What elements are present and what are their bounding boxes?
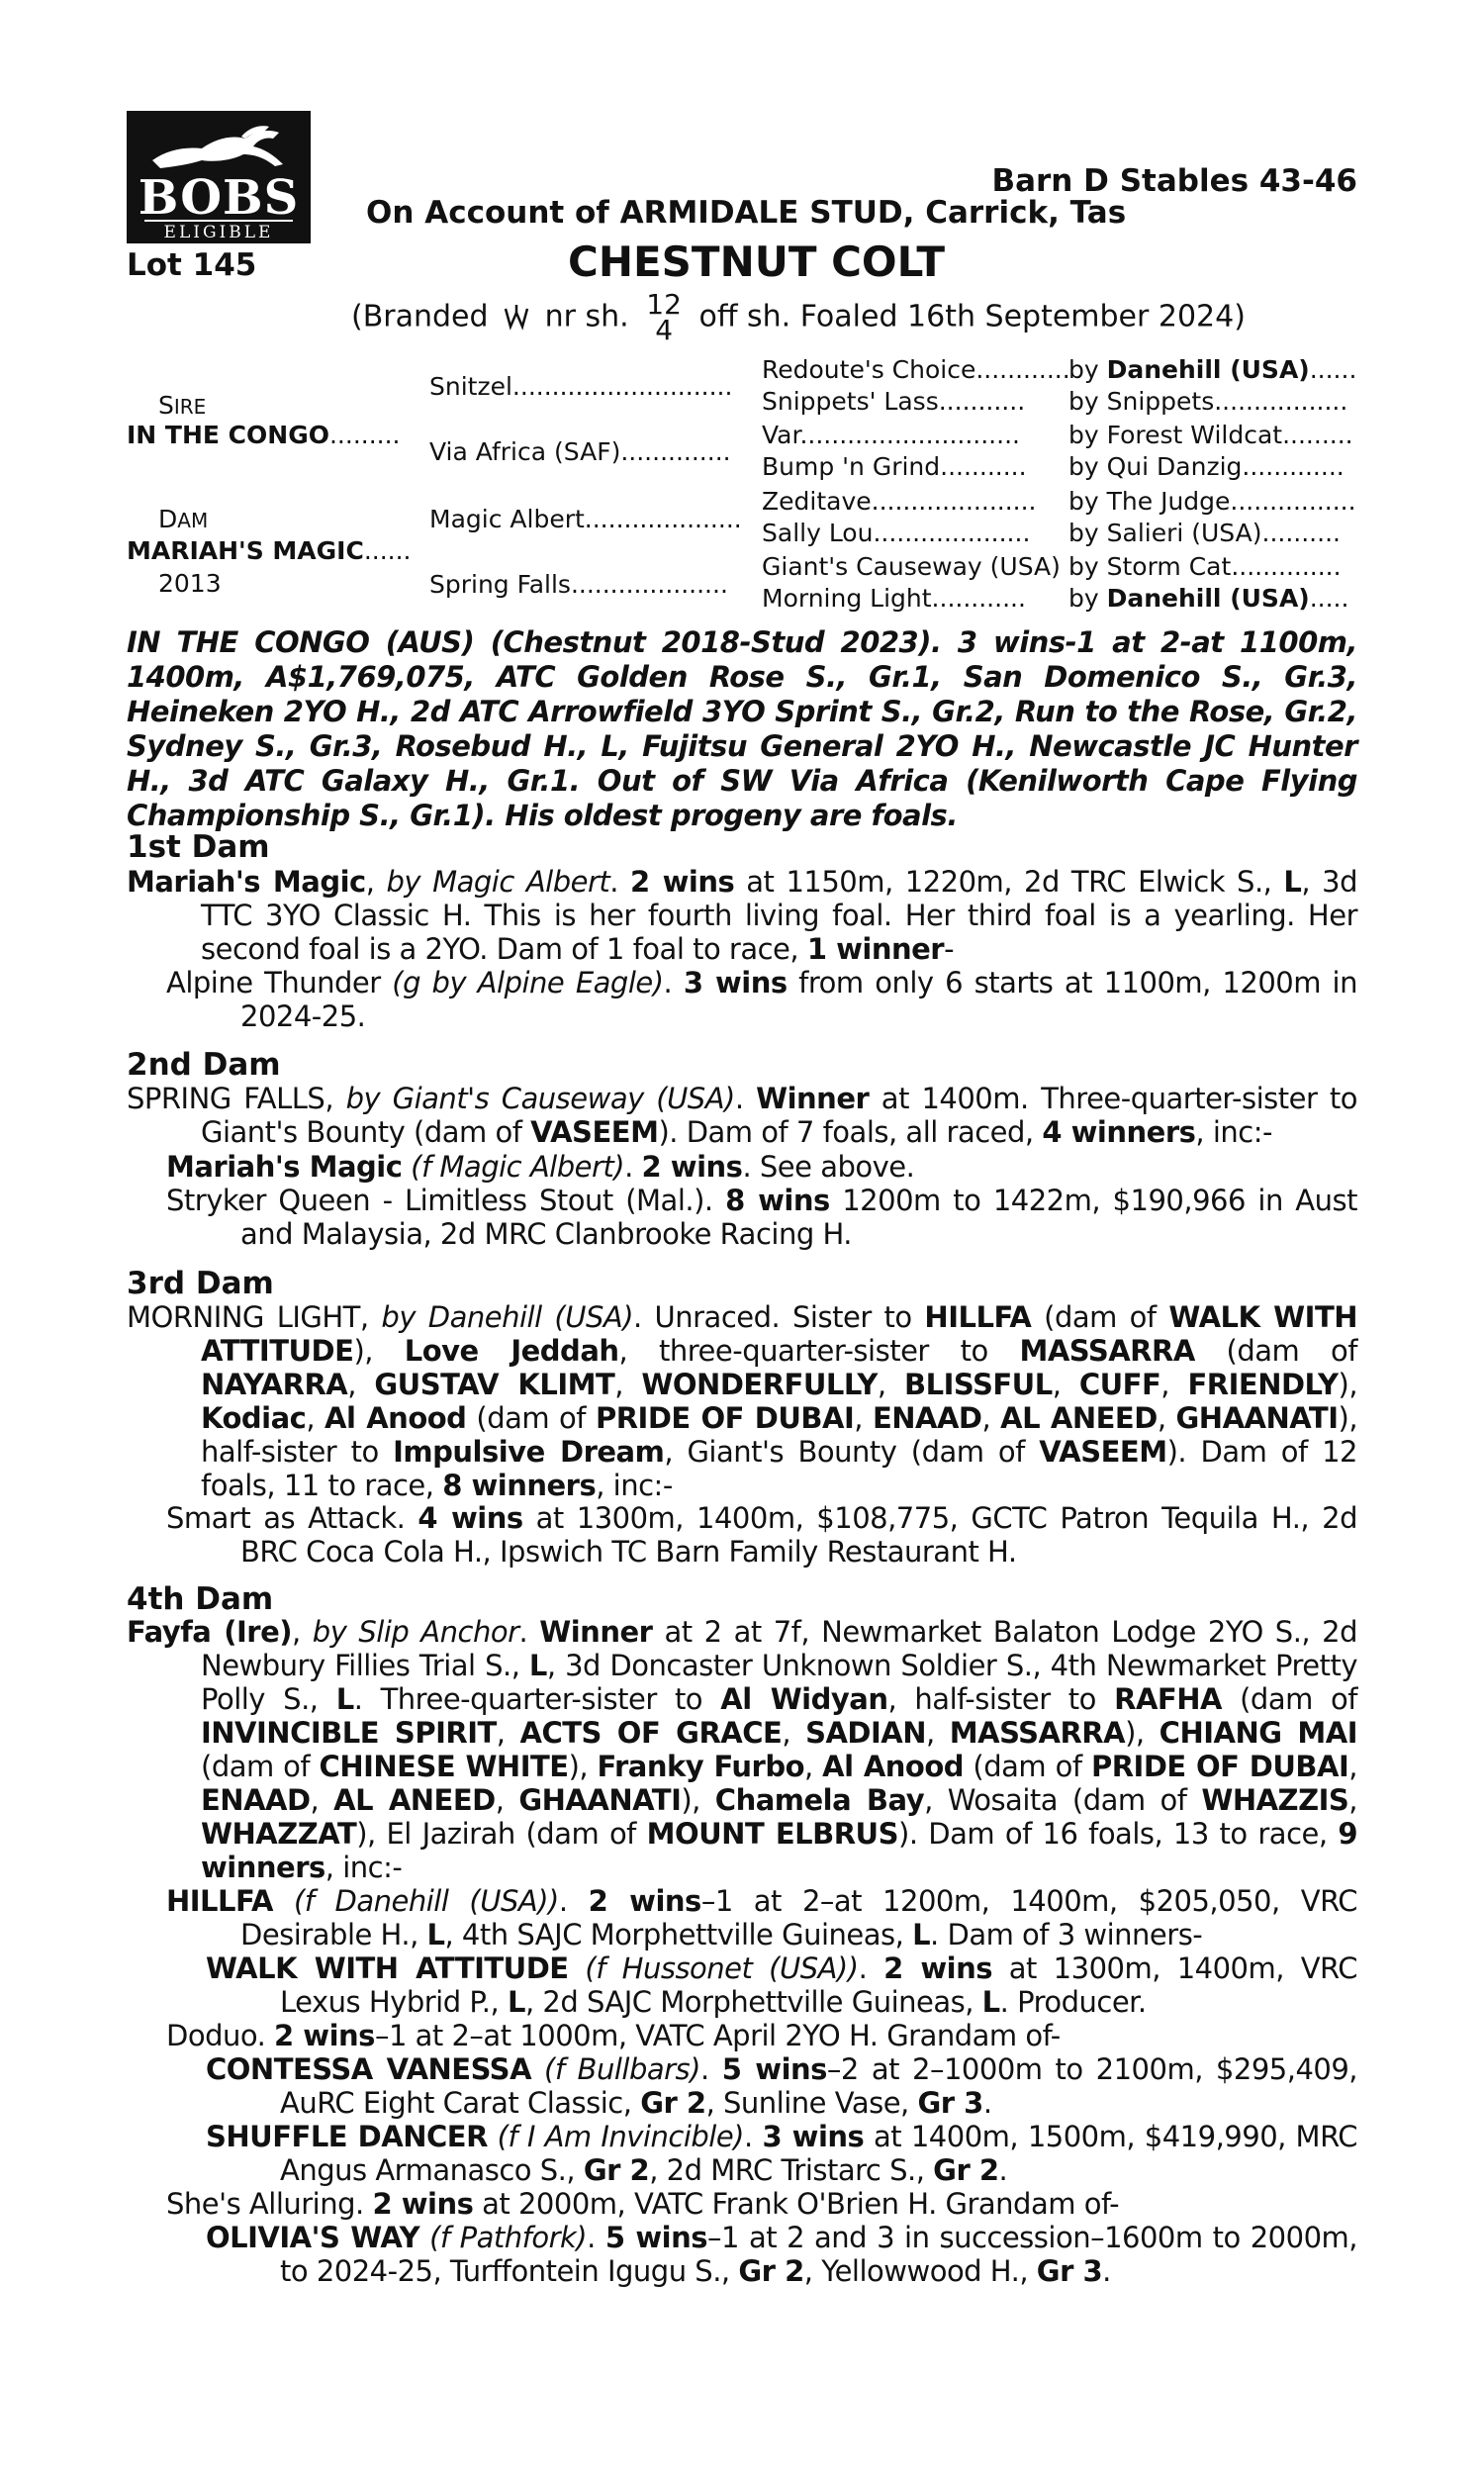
pedigree-g3-dam-0: Redoute's Choice............: [762, 355, 1070, 384]
brand-near-side: nr sh.: [544, 299, 629, 334]
grandsire-1: Snitzel............................: [429, 372, 733, 401]
section-heading: 4th Dam: [127, 1581, 274, 1617]
brand-prefix: (Branded: [351, 299, 489, 334]
section-heading: 1st Dam: [127, 829, 270, 865]
brand-numerator: 12: [646, 288, 682, 321]
pedigree-g3-sire-3: by Qui Danzig.............: [1068, 452, 1345, 481]
granddam-2: Spring Falls....................: [429, 570, 728, 599]
logo-text: BOBS: [138, 170, 300, 226]
lot-number: Lot 145: [127, 247, 257, 283]
granddam-1: Via Africa (SAF)..............: [429, 437, 731, 466]
logo-subtext: ELIGIBLE: [144, 220, 293, 242]
dam-entry: SPRING FALLS, by Giant's Causeway (USA). Winner at 1400m. Three-quarter-sister to Giant's Bounty (dam of VASEEM). Dam of 7 foals, all raced, 4 winners, inc:-: [127, 1082, 1357, 1149]
progeny-entry: OLIVIA'S WAY (f Pathfork). 5 wins–1 at 2 and 3 in succession–1600m to 2000m, to 2024-25, Turffontein Igugu S., Gr 2, Yellowwood H., Gr 3.: [206, 2221, 1357, 2288]
pedigree-g3-dam-4: Zeditave.....................: [762, 487, 1037, 516]
progeny-entry: WALK WITH ATTITUDE (f Hussonet (USA)). 2 wins at 1300m, 1400m, VRC Lexus Hybrid P., L, 2d SAJC Morphettville Guineas, L. Producer.: [206, 1951, 1358, 2019]
pedigree-g3-dam-1: Snippets' Lass...........: [762, 387, 1026, 416]
brand-denominator: 4: [655, 314, 674, 346]
dam-entry: Fayfa (Ire), by Slip Anchor. Winner at 2 at 7f, Newmarket Balaton Lodge 2YO S., 2d Newbury Fillies Trial S., L, 3d Doncaster Unknown Soldier S., 4th Newmarket Pretty Polly S., L. Three-quarter-sister to Al Widyan, half-sister to RAFHA (dam of INVINCIBLE SPIRIT, ACTS OF GRACE, SADIAN, MASSARRA), CHIANG MAI (dam of CHINESE WHITE), Franky Furbo, Al Anood (dam of PRIDE OF DUBAI, ENAAD, AL ANEED, GHAANATI), Chamela Bay, Wosaita (dam of WHAZZIS, WHAZZAT), El Jazirah (dam of MOUNT ELBRUS). Dam of 16 foals, 13 to race, 9 winners, inc:-: [127, 1615, 1358, 1884]
progeny-entry: SHUFFLE DANCER (f I Am Invincible). 3 wins at 1400m, 1500m, $419,990, MRC Angus Armanasco S., Gr 2, 2d MRC Tristarc S., Gr 2.: [206, 2120, 1358, 2187]
dam-label: DAM: [158, 505, 209, 533]
sire-name: IN THE CONGO.........: [127, 421, 401, 449]
pedigree-g3-dam-3: Bump 'n Grind...........: [762, 452, 1027, 481]
progeny-entry: Alpine Thunder (g by Alpine Eagle). 3 wins from only 6 starts at 1100m, 1200m in 2024-25.: [166, 966, 1357, 1033]
section-heading: 3rd Dam: [127, 1266, 274, 1301]
sire-label: SIRE: [158, 391, 207, 420]
vendor-account: On Account of ARMIDALE STUD, Carrick, Tas: [366, 195, 1127, 231]
pedigree-g3-sire-1: by Snippets.................: [1068, 387, 1348, 416]
dam-entry: Mariah's Magic, by Magic Albert. 2 wins at 1150m, 1220m, 2d TRC Elwick S., L, 3d TTC 3YO Classic H. This is her fourth living foal. Her third foal is a yearling. Her second foal is a 2YO. Dam of 1 foal to race, 1 winner-: [127, 865, 1357, 966]
pedigree-g3-dam-7: Morning Light............: [762, 584, 1026, 613]
progeny-entry: She's Alluring. 2 wins at 2000m, VATC Frank O'Brien H. Grandam of-: [166, 2187, 1120, 2221]
brand-fraction: [646, 288, 682, 346]
barn-location: Barn D Stables 43-46: [991, 163, 1357, 199]
progeny-entry: Mariah's Magic (f Magic Albert). 2 wins. See above.: [166, 1150, 915, 1184]
progeny-entry: CONTESSA VANESSA (f Bullbars). 5 wins–2 at 2–1000m to 2100m, $295,409, AuRC Eight Carat Classic, Gr 2, Sunline Vase, Gr 3.: [206, 2052, 1358, 2120]
pedigree-g3-sire-6: by Storm Cat..............: [1068, 552, 1342, 581]
brand-suffix: off sh. Foaled 16th September 2024): [698, 299, 1246, 334]
bobs-logo: [127, 111, 311, 243]
progeny-entry: Doduo. 2 wins–1 at 2–at 1000m, VATC April 2YO H. Grandam of-: [166, 2019, 1061, 2052]
pedigree-g3-sire-2: by Forest Wildcat.........: [1068, 421, 1353, 449]
pedigree-g3-dam-2: Var............................: [762, 421, 1020, 449]
pedigree-g3-sire-0: by Danehill (USA)......: [1068, 355, 1357, 384]
page-title: CHESTNUT COLT: [568, 238, 946, 286]
progeny-entry: Stryker Queen - Limitless Stout (Mal.). 8 wins 1200m to 1422m, $190,966 in Aust and Malaysia, 2d MRC Clanbrooke Racing H.: [166, 1184, 1357, 1251]
dam-year: 2013: [158, 569, 222, 598]
pedigree-g3-dam-5: Sally Lou....................: [762, 519, 1031, 547]
pedigree-g3-dam-6: Giant's Causeway (USA): [762, 552, 1061, 581]
brand-line: [351, 288, 1246, 346]
progeny-entry: Smart as Attack. 4 wins at 1300m, 1400m, $108,775, GCTC Patron Tequila H., 2d BRC Coca Cola H., Ipswich TC Barn Family Restaurant H.: [166, 1501, 1357, 1569]
pedigree-g3-sire-4: by The Judge................: [1068, 487, 1356, 516]
section-heading: 2nd Dam: [127, 1047, 281, 1083]
pedigree-g3-sire-7: by Danehill (USA).....: [1068, 584, 1349, 613]
grandsire-2: Magic Albert....................: [429, 505, 742, 533]
dam-entry: MORNING LIGHT, by Danehill (USA). Unraced. Sister to HILLFA (dam of WALK WITH ATTITUDE), Love Jeddah, three-quarter-sister to MASSARRA (dam of NAYARRA, GUSTAV KLIMT, WONDERFULLY, BLISSFUL, CUFF, FRIENDLY), Kodiac, Al Anood (dam of PRIDE OF DUBAI, ENAAD, AL ANEED, GHAANATI), half-sister to Impulsive Dream, Giant's Bounty (dam of VASEEM). Dam of 12 foals, 11 to race, 8 winners, inc:-: [127, 1300, 1358, 1502]
sire-description: IN THE CONGO (AUS) (Chestnut 2018-Stud 2023). 3 wins-1 at 2-at 1100m, 1400m, A$1,769,075, ATC Golden Rose S., Gr.1, San Domenico S., Gr.3, Heineken 2YO H., 2d ATC Arrowfield 3YO Sprint S., Gr.2, Run to the Rose, Gr.2, Sydney S., Gr.3, Rosebud H., L, Fujitsu General 2YO H., Newcastle JC Hunter H., 3d ATC Galaxy H., Gr.1. Out of SW Via Africa (Kenilworth Cape Flying Championship S., Gr.1). His oldest progeny are foals.: [127, 625, 1357, 832]
pedigree-g3-sire-5: by Salieri (USA)..........: [1068, 519, 1341, 547]
brand-mark-icon: [504, 305, 529, 331]
dam-name: MARIAH'S MAGIC......: [127, 536, 412, 565]
progeny-entry: HILLFA (f Danehill (USA)). 2 wins–1 at 2–at 1200m, 1400m, $205,050, VRC Desirable H., L, 4th SAJC Morphettville Guineas, L. Dam of 3 winners-: [166, 1884, 1358, 1951]
